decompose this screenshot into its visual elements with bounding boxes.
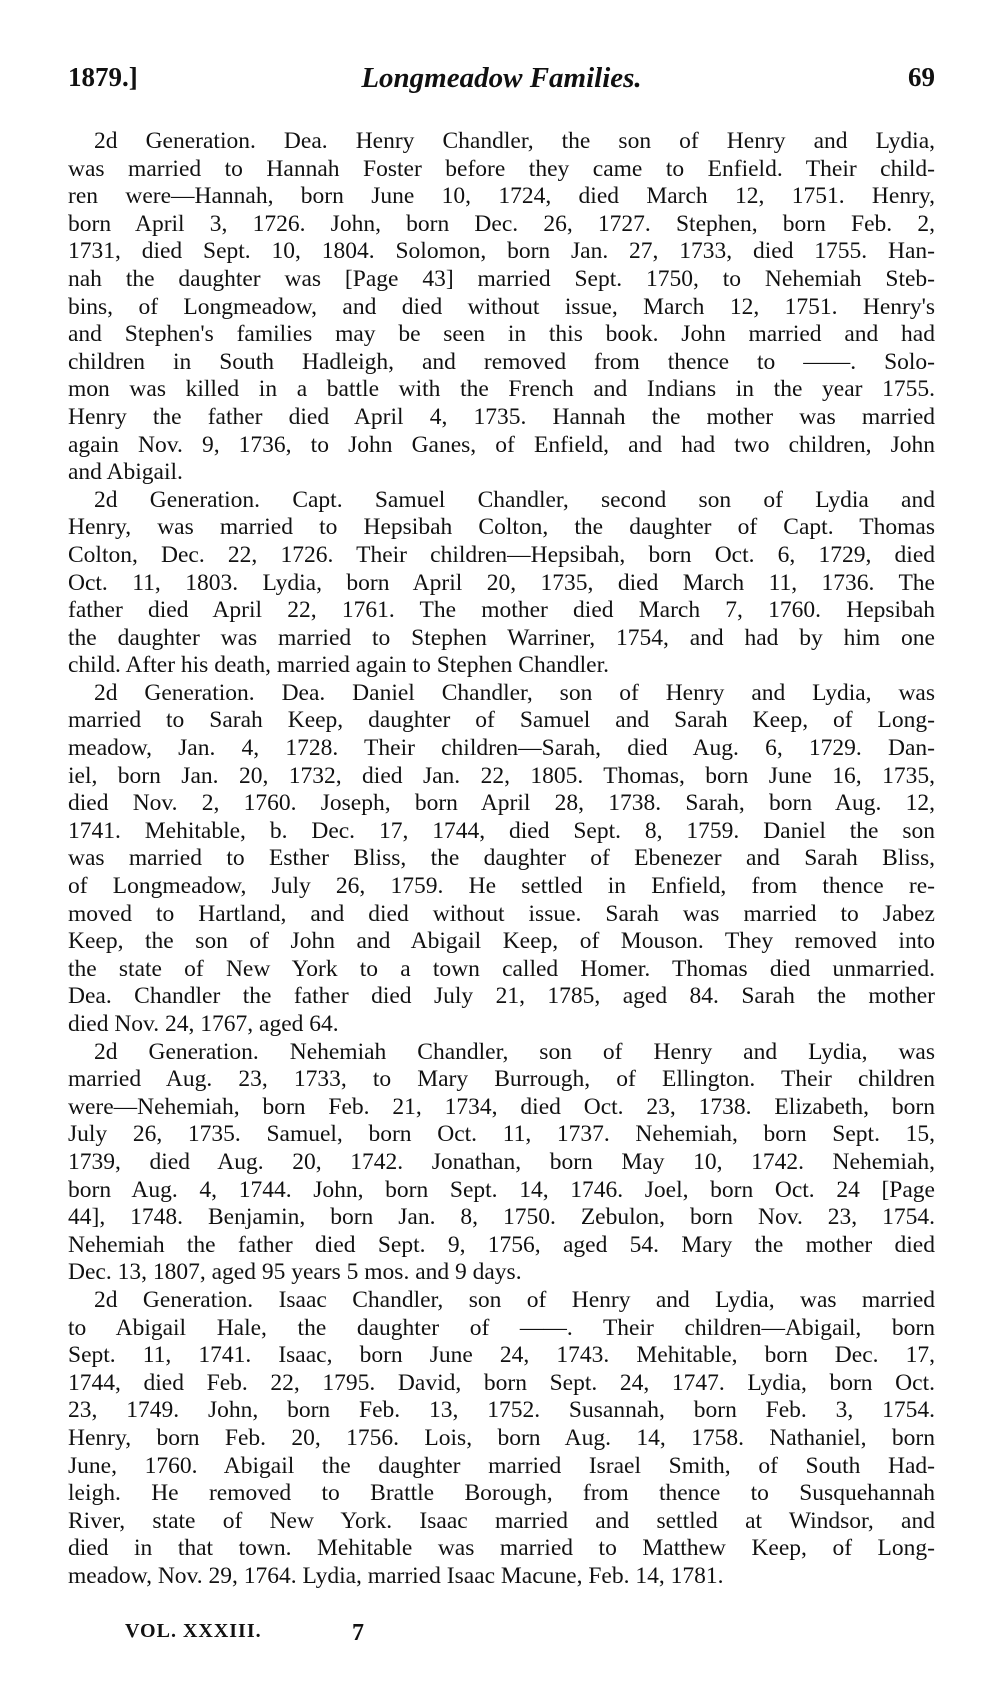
text-line: 44], 1748. Benjamin, born Jan. 8, 1750. Zebulon, born Nov. 23, 1754. bbox=[68, 1204, 935, 1231]
text-line: father died April 22, 1761. The mother died March 7, 1760. Hepsibah bbox=[68, 597, 935, 624]
text-line: were—Nehemiah, born Feb. 21, 1734, died Oct. 23, 1738. Elizabeth, born bbox=[68, 1093, 935, 1120]
text-line: ren were—Hannah, born June 10, 1724, died March 12, 1751. Henry, bbox=[68, 183, 935, 210]
text-line: died Nov. 2, 1760. Joseph, born April 28, 1738. Sarah, born Aug. 12, bbox=[68, 790, 935, 817]
text-line: died Nov. 24, 1767, aged 64. bbox=[68, 1011, 339, 1037]
text-line: married to Sarah Keep, daughter of Samuel and Sarah Keep, of Long- bbox=[68, 707, 935, 734]
footer-signature-mark: 7 bbox=[352, 1620, 364, 1646]
paragraph bbox=[68, 1287, 935, 1591]
text-line: leigh. He removed to Brattle Borough, from thence to Susquehannah bbox=[68, 1480, 935, 1507]
text-line: the daughter was married to Stephen Warriner, 1754, and had by him one bbox=[68, 624, 935, 651]
text-line: bins, of Longmeadow, and died without issue, March 12, 1751. Henry's bbox=[68, 293, 935, 320]
text-line: child. After his death, married again to Stephen Chandler. bbox=[68, 652, 610, 679]
text-line: born April 3, 1726. John, born Dec. 26, 1727. Stephen, born Feb. 2, bbox=[68, 210, 935, 237]
text-line: June, 1760. Abigail the daughter married Israel Smith, of South Had- bbox=[68, 1452, 935, 1479]
text-line: of Longmeadow, July 26, 1759. He settled in Enfield, from thence re- bbox=[68, 873, 935, 900]
paragraph bbox=[68, 1039, 935, 1287]
footer-volume: VOL. XXXIII. bbox=[125, 1620, 262, 1642]
text-line: and Abigail. bbox=[68, 459, 183, 486]
paragraph bbox=[68, 680, 935, 1039]
text-line: 1739, died Aug. 20, 1742. Jonathan, born May 10, 1742. Nehemiah, bbox=[68, 1148, 935, 1175]
text-line: 2d Generation. Nehemiah Chandler, son of Henry and Lydia, was bbox=[94, 1038, 935, 1065]
text-line: Oct. 11, 1803. Lydia, born April 20, 1735, died March 11, 1736. The bbox=[68, 569, 935, 596]
text-line: meadow, Nov. 29, 1764. Lydia, married Isaac Macune, Feb. 14, 1781. bbox=[68, 1562, 724, 1589]
text-line: moved to Hartland, and died without issue. Sarah was married to Jabez bbox=[68, 900, 935, 927]
text-line: was married to Esther Bliss, the daughter of Ebenezer and Sarah Bliss, bbox=[68, 845, 935, 872]
text-line: Henry, born Feb. 20, 1756. Lois, born Aug. 14, 1758. Nathaniel, born bbox=[68, 1424, 935, 1451]
text-line: to Abigail Hale, the daughter of ——. Their children—Abigail, born bbox=[68, 1314, 935, 1341]
text-line: 2d Generation. Dea. Daniel Chandler, son of Henry and Lydia, was bbox=[94, 679, 935, 706]
text-line: 1731, died Sept. 10, 1804. Solomon, born Jan. 27, 1733, died 1755. Han- bbox=[68, 238, 935, 265]
text-line: July 26, 1735. Samuel, born Oct. 11, 1737. Nehemiah, born Sept. 15, bbox=[68, 1121, 935, 1148]
text-line: Henry, was married to Hepsibah Colton, the daughter of Capt. Thomas bbox=[68, 514, 935, 541]
text-line: 1744, died Feb. 22, 1795. David, born Sept. 24, 1747. Lydia, born Oct. bbox=[68, 1369, 935, 1396]
page-number: 69 bbox=[908, 62, 935, 92]
text-line: Dec. 13, 1807, aged 95 years 5 mos. and 9 days. bbox=[68, 1259, 522, 1286]
text-line: children in South Hadleigh, and removed from thence to ——. Solo- bbox=[68, 348, 935, 375]
text-line: Henry the father died April 4, 1735. Hannah the mother was married bbox=[68, 403, 935, 430]
text-line: Nehemiah the father died Sept. 9, 1756, aged 54. Mary the mother died bbox=[68, 1231, 935, 1258]
header-year: 1879.] bbox=[68, 62, 138, 92]
text-line: the state of New York to a town called Homer. Thomas died unmarried. bbox=[68, 955, 935, 982]
text-line: 2d Generation. Capt. Samuel Chandler, second son of Lydia and bbox=[94, 486, 935, 513]
running-header bbox=[68, 62, 935, 98]
text-line: born Aug. 4, 1744. John, born Sept. 14, 1746. Joel, born Oct. 24 [Page bbox=[68, 1176, 935, 1203]
paragraph bbox=[68, 128, 935, 487]
text-line: died in that town. Mehitable was married to Matthew Keep, of Long- bbox=[68, 1535, 935, 1562]
text-line: was married to Hannah Foster before they came to Enfield. Their child- bbox=[68, 155, 935, 182]
text-line: and Stephen's families may be seen in this book. John married and had bbox=[68, 321, 935, 348]
text-line: iel, born Jan. 20, 1732, died Jan. 22, 1805. Thomas, born June 16, 1735, bbox=[68, 762, 935, 789]
text-line: mon was killed in a battle with the French and Indians in the year 1755. bbox=[68, 376, 935, 403]
header-title: Longmeadow Families. bbox=[361, 62, 642, 94]
text-line: meadow, Jan. 4, 1728. Their children—Sarah, died Aug. 6, 1729. Dan- bbox=[68, 735, 935, 762]
text-line: 1741. Mehitable, b. Dec. 17, 1744, died Sept. 8, 1759. Daniel the son bbox=[68, 817, 935, 844]
text-line: Colton, Dec. 22, 1726. Their children—Hepsibah, born Oct. 6, 1729, died bbox=[68, 541, 935, 568]
paragraph bbox=[68, 487, 935, 680]
text-line: River, state of New York. Isaac married and settled at Windsor, and bbox=[68, 1507, 935, 1534]
text-line: Keep, the son of John and Abigail Keep, of Mouson. They removed into bbox=[68, 928, 935, 955]
text-line: 2d Generation. Dea. Henry Chandler, the son of Henry and Lydia, bbox=[94, 128, 935, 154]
text-line: 23, 1749. John, born Feb. 13, 1752. Susannah, born Feb. 3, 1754. bbox=[68, 1397, 935, 1424]
text-line: 2d Generation. Isaac Chandler, son of Henry and Lydia, was married bbox=[94, 1286, 935, 1313]
page-body bbox=[68, 128, 935, 1590]
text-line: Dea. Chandler the father died July 21, 1785, aged 84. Sarah the mother bbox=[68, 983, 935, 1010]
text-line: nah the daughter was [Page 43] married Sept. 1750, to Nehemiah Steb- bbox=[68, 265, 935, 292]
text-line: again Nov. 9, 1736, to John Ganes, of Enfield, and had two children, John bbox=[68, 431, 935, 458]
text-line: married Aug. 23, 1733, to Mary Burrough, of Ellington. Their children bbox=[68, 1066, 935, 1093]
text-line: Sept. 11, 1741. Isaac, born June 24, 1743. Mehitable, born Dec. 17, bbox=[68, 1342, 935, 1369]
